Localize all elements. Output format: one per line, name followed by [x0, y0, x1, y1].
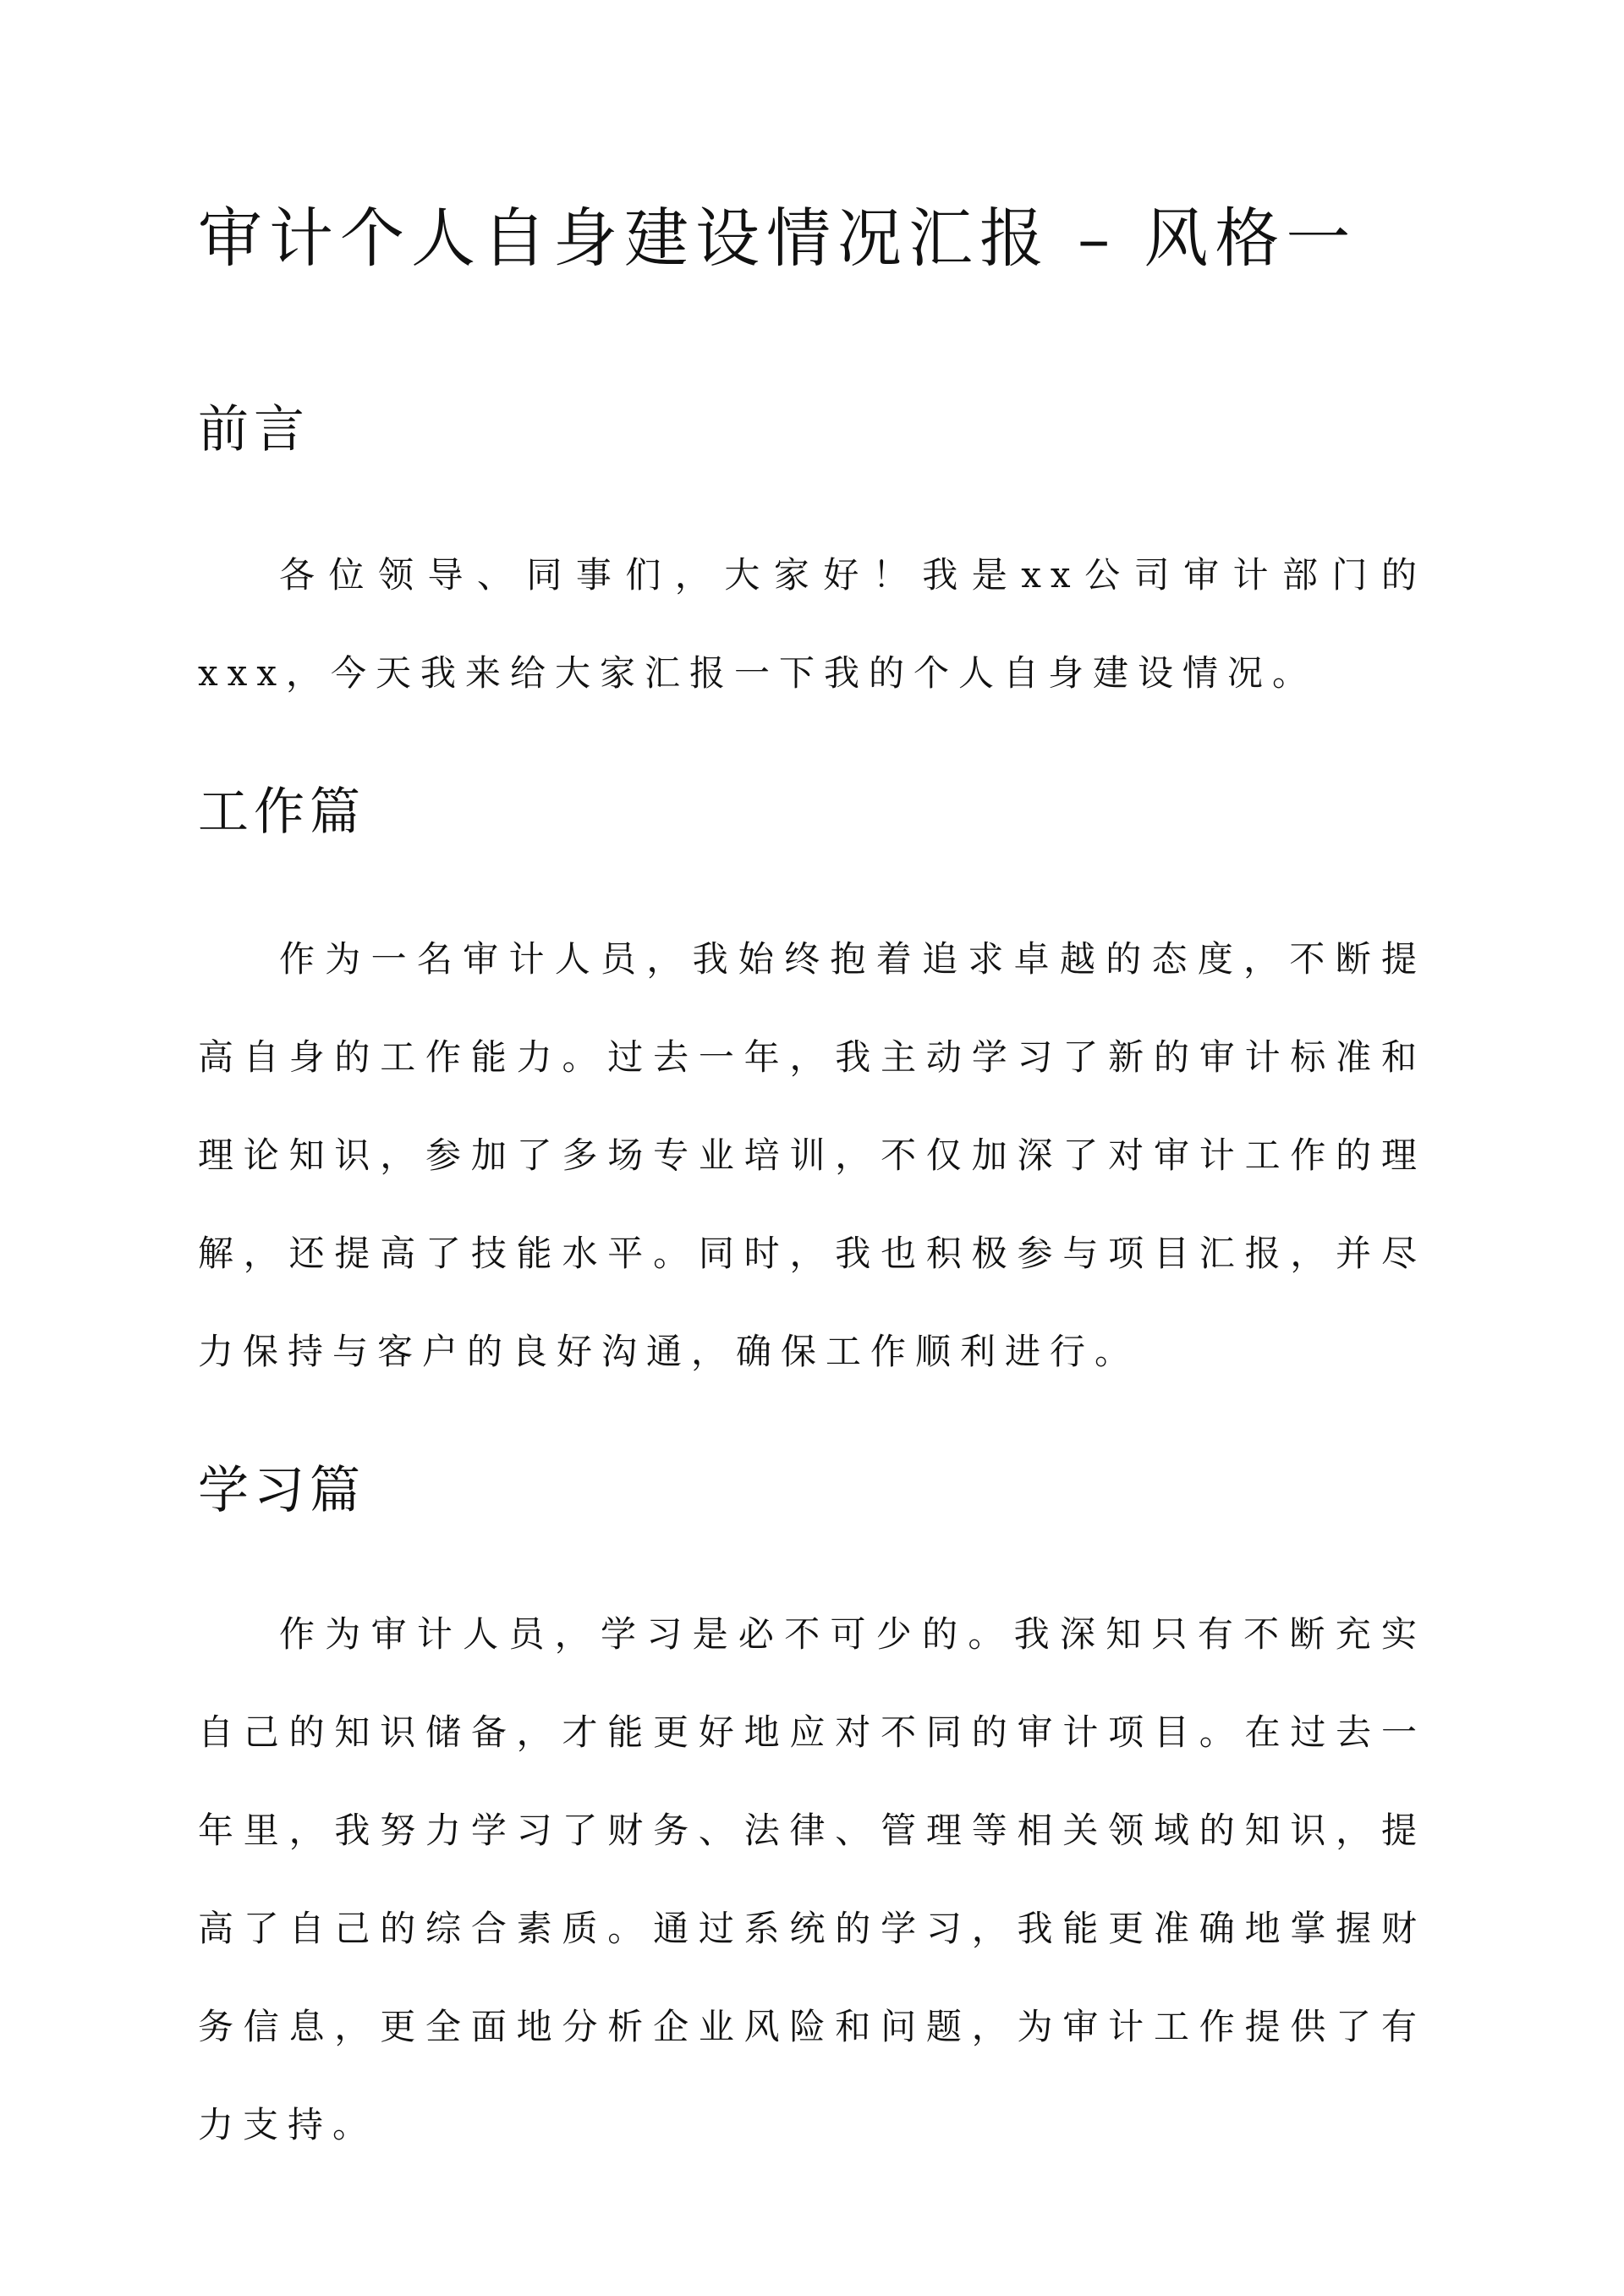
document-title: 审计个人自身建设情况汇报 – 风格一 [198, 200, 1358, 276]
section-paragraph-preface: 各位领导、同事们，大家好！我是xx公司审计部门的xxx，今天我来给大家汇报一下我的个人自身建设情况。 [198, 554, 1426, 694]
section-heading-preface: 前言 [198, 400, 310, 459]
section-heading-study: 学习篇 [198, 1461, 365, 1520]
section-heading-work: 工作篇 [198, 783, 365, 842]
section-paragraph-work: 作为一名审计人员，我始终抱着追求卓越的态度，不断提高自身的工作能力。过去一年，我主动学习了新的审计标准和理论知识，参加了多场专业培训，不仅加深了对审计工作的理解，还提高了技能水平。同时，我也积极参与项目汇报，并尽力保持与客户的良好沟通，确保工作顺利进行。 [198, 938, 1426, 1372]
section-paragraph-study: 作为审计人员，学习是必不可少的。我深知只有不断充实自己的知识储备，才能更好地应对不同的审计项目。在过去一年里，我努力学习了财务、法律、管理等相关领域的知识，提高了自己的综合素质。通过系统的学习，我能更准确地掌握财务信息，更全面地分析企业风险和问题，为审计工作提供了有力支持。 [198, 1613, 1426, 2145]
